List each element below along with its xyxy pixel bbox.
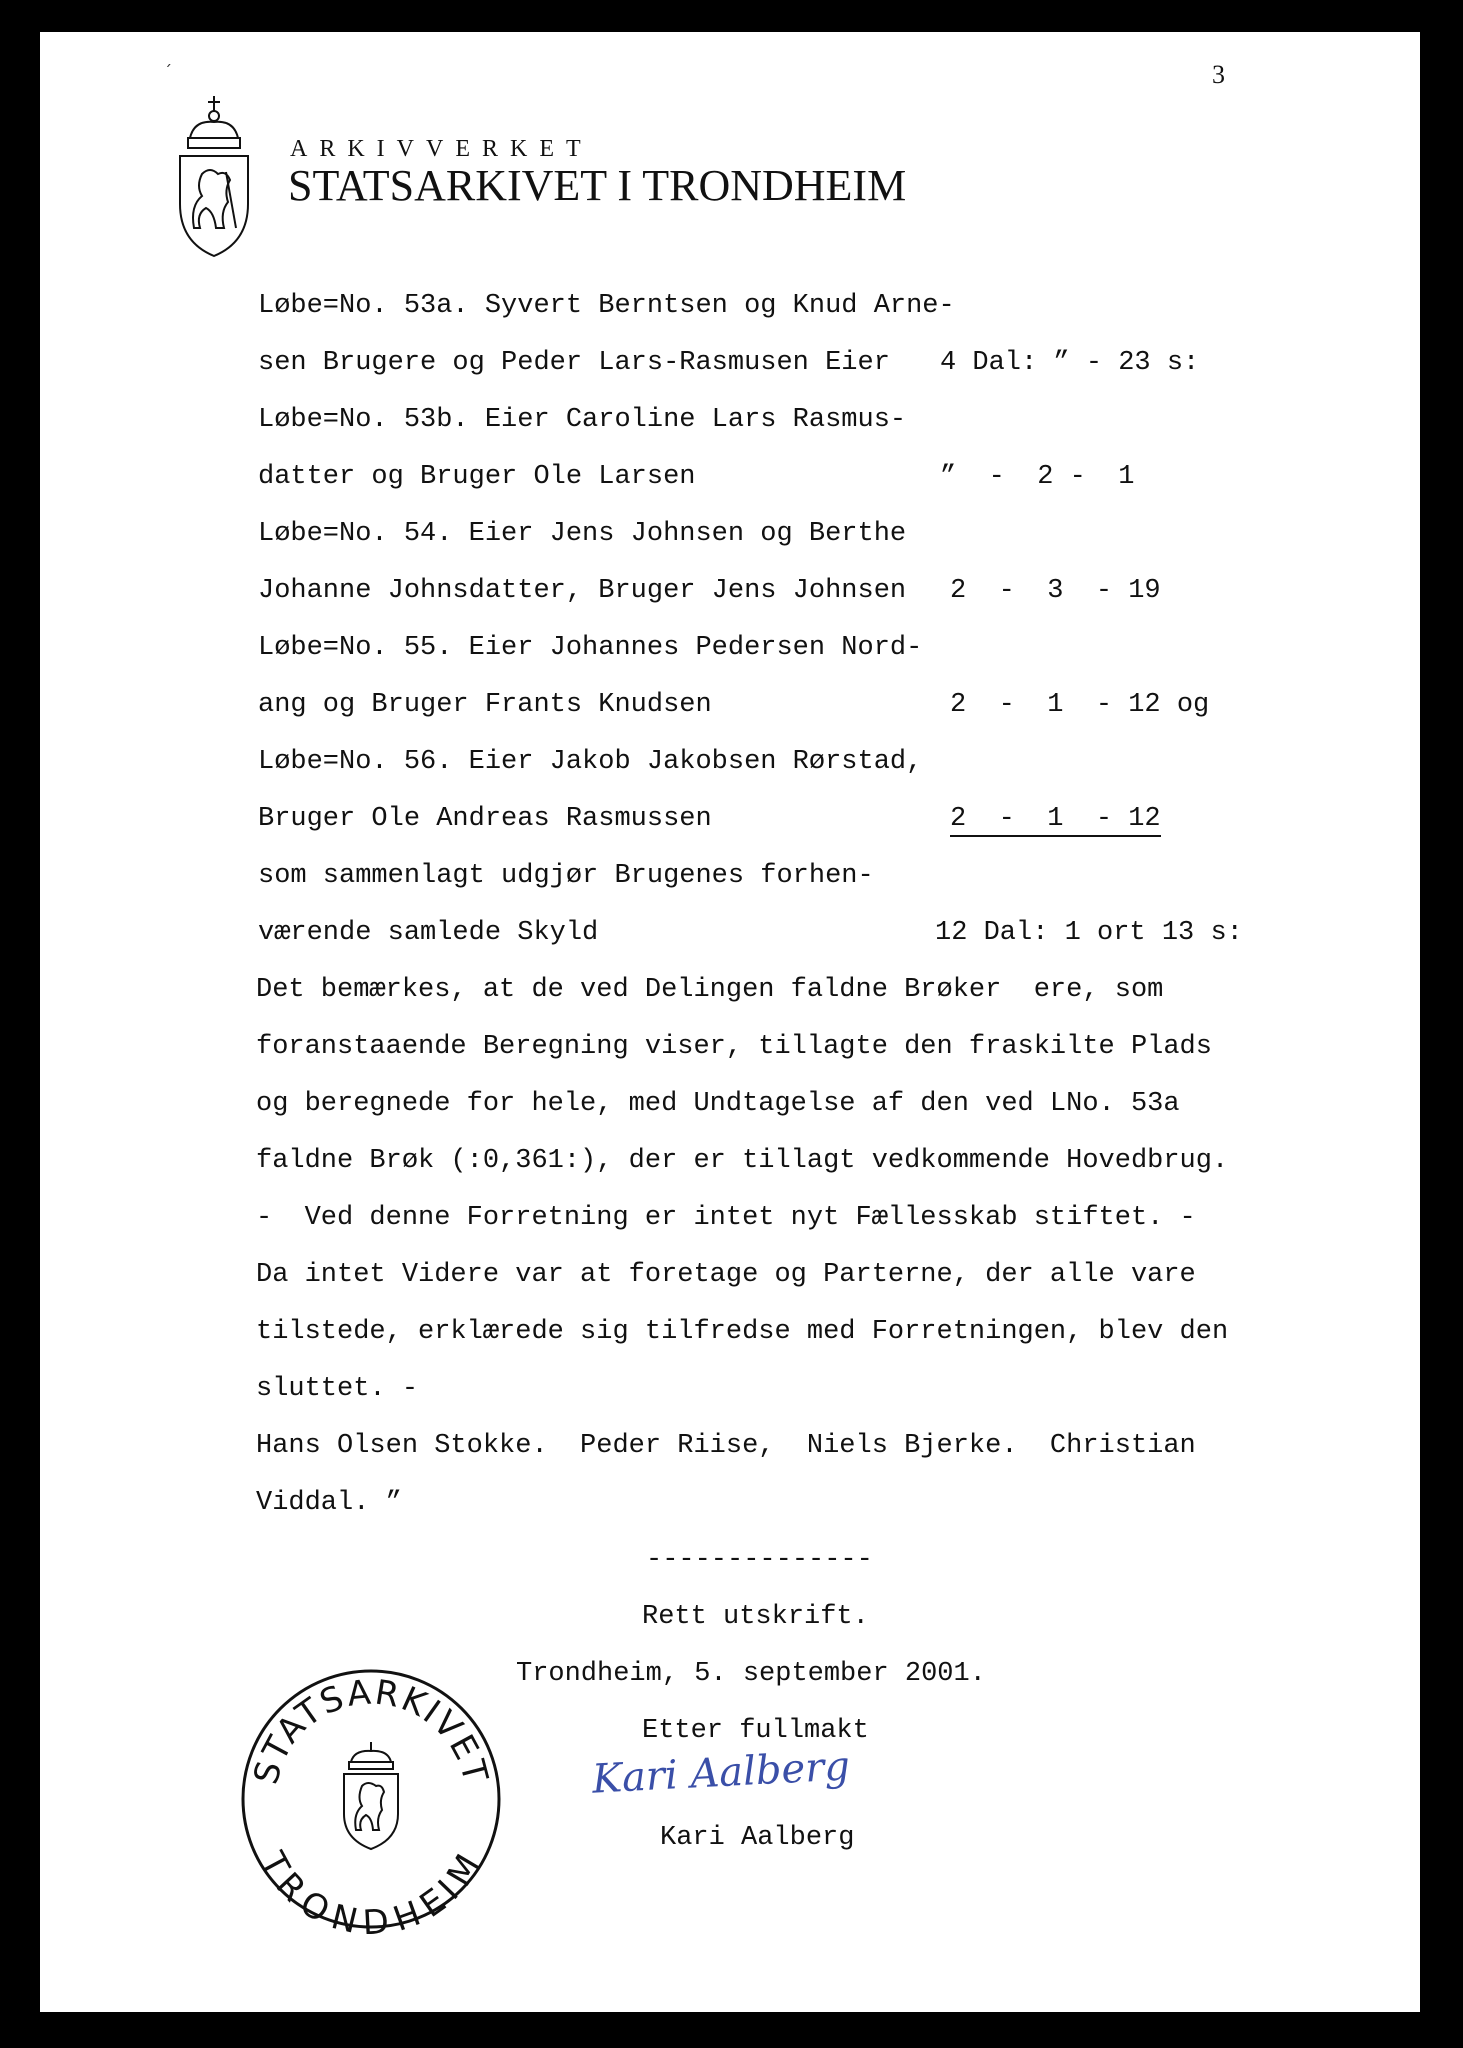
body-line: Viddal. ” [256, 1488, 402, 1518]
row-text: Løbe=No. 53b. Eier Caroline Lars Rasmus- [258, 405, 907, 435]
body-line: Da intet Videre var at foretage og Parterne, der alle vare [256, 1260, 1196, 1290]
row-text: Johanne Johnsdatter, Bruger Jens Johnsen [258, 576, 907, 606]
body-line: sluttet. - [256, 1374, 419, 1404]
row-value: 12 Dal: 1 ort 13 s: [935, 918, 1243, 948]
row-value: 2 - 3 - 19 [950, 576, 1161, 606]
row-text: Løbe=No. 54. Eier Jens Johnsen og Berthe [258, 519, 907, 549]
row-value-total: 2 - 1 - 12 [950, 803, 1161, 837]
svg-text:STATSARKIVET [246, 1672, 496, 1788]
stamp-crest-icon [344, 1742, 398, 1849]
row-text: Løbe=No. 53a. Syvert Berntsen og Knud Arne- [258, 291, 955, 321]
row-text: Løbe=No. 56. Eier Jakob Jakobsen Rørstad, [258, 747, 923, 777]
official-stamp [236, 1664, 506, 1934]
page-number: 3 [1212, 60, 1225, 89]
row-text: Bruger Ole Andreas Rasmussen [258, 804, 712, 834]
certification-text: Rett utskrift. [642, 1602, 869, 1632]
body-line: og beregnede for hele, med Undtagelse af den ved LNo. 53a [256, 1089, 1180, 1119]
place-date: Trondheim, 5. september 2001. [516, 1659, 986, 1689]
row-value: 4 Dal: ” - 23 s: [940, 348, 1200, 378]
row-text: sen Brugere og Peder Lars-Rasmusen Eier [258, 348, 890, 378]
divider-line: -------------- [646, 1545, 873, 1575]
org-name-large: STATSARKIVET I TRONDHEIM [288, 161, 907, 210]
body-line: faldne Brøk (:0,361:), der er tillagt vedkommende Hovedbrug. [256, 1146, 1229, 1176]
stamp-bottom-text: TRONDHEIM [252, 1845, 490, 1934]
stamp-top-text: STATSARKIVET [246, 1672, 496, 1789]
row-text: Løbe=No. 55. Eier Johannes Pedersen Nord- [258, 633, 923, 663]
body-line: Hans Olsen Stokke. Peder Riise, Niels Bjerke. Christian [256, 1431, 1196, 1461]
stray-mark: ´ [164, 62, 172, 81]
row-value: ” - 2 - 1 [940, 462, 1135, 492]
body-line: tilstede, erklærede sig tilfredse med Forretningen, blev den [256, 1317, 1229, 1347]
row-text: ang og Bruger Frants Knudsen [258, 690, 712, 720]
handwritten-signature: Kari Aalberg [590, 1743, 851, 1803]
coat-of-arms-icon [174, 94, 254, 264]
body-line: Det bemærkes, at de ved Delingen faldne Brøker ere, som [256, 975, 1164, 1005]
authority-text: Etter fullmakt [642, 1716, 869, 1746]
row-text: datter og Bruger Ole Larsen [258, 462, 696, 492]
row-text: værende samlede Skyld [258, 918, 599, 948]
svg-text:TRONDHEIM [252, 1845, 490, 1934]
body-line: foranstaaende Beregning viser, tillagte den fraskilte Plads [256, 1032, 1212, 1062]
org-name-small: ARKIVVERKET [290, 136, 593, 162]
signer-name: Kari Aalberg [660, 1823, 855, 1853]
body-line: - Ved denne Forretning er intet nyt Fællesskab stiftet. - [256, 1203, 1196, 1233]
row-text: som sammenlagt udgjør Brugenes forhen- [258, 861, 874, 891]
row-value: 2 - 1 - 12 og [950, 690, 1210, 720]
